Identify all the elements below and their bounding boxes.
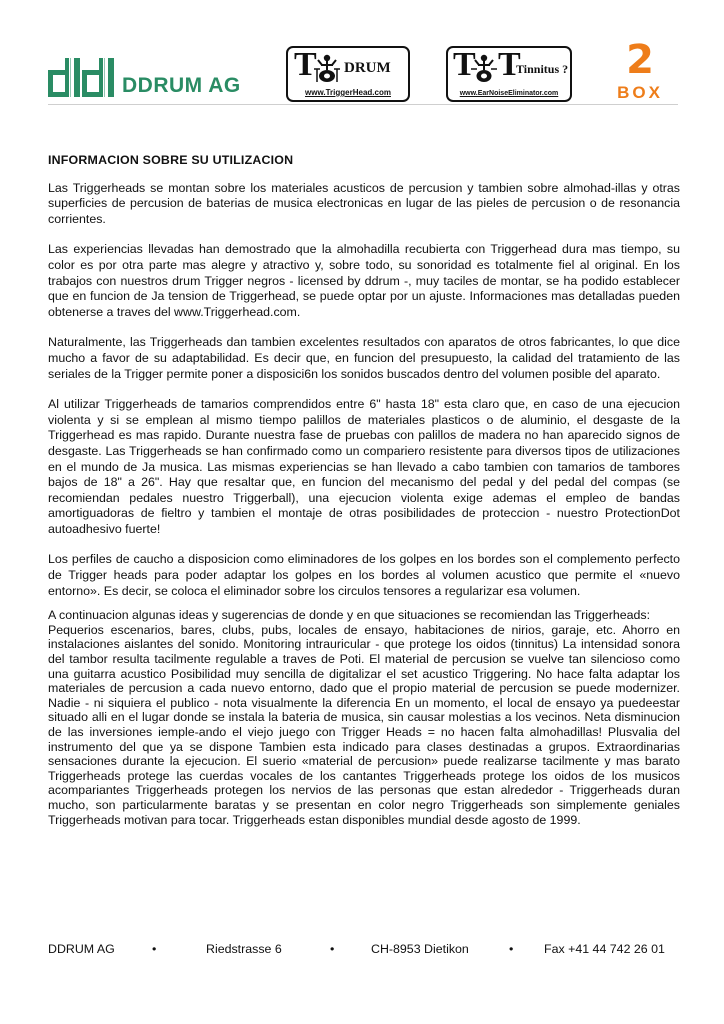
tinnitus-logo: [446, 46, 572, 102]
footer-city: CH-8953 Dietikon: [371, 942, 469, 956]
paragraph-ideas-list: Pequerios escenarios, bares, clubs, pubs, locales de ensayo, habitaciones de nirios, garaje, etc. Ahorro en instalaciones aislantes del sonido. Monitoring intrauricular - que protege los oidos (tinnitus) La intensidad sonora del tambor resulta tacilmente regulable a traves de Poti. El material de percusion se vuelve tan silencioso como una guitarra acustico Posibilidad muy sencilla de digitalizar el set acustico Triggering. No hace falta adaptar los materiales de percusion a cada nuevo entorno, dado que el propio material de percusion se puede modernizer. Nadie - ni siquiera el publico - nota visualmente la diferencia En un momento, el local de ensayo ya puedeestar situado alli en el lugar donde se instala la bateria de musica, sin causar molestias a los vecinos. Neta disminucion de las inversiones iemple-ando el viejo juego con Trigger Heads = no hacen falta almohadillas! Plusvalia del instrumento del que ya se dispone Tambien esta indicado para clases destinadas a grupos. Extraordinarias sensaciones durante la ejecucion. El suerio «material de percusion» puede realizarse tacilmente y mas barato Triggerheads protege las cuerdas vocales de los cantantes Triggerheads protege los oidos de los musicos acompariantes Triggerheads protegen los nervios de las personas que estan alrededor - Triggerheads duran mucho, son particularmente baratas y se presentan en color negro Triggerheads son simplemente geniales Triggerheads motivan para tocar. Triggerheads estan disponibles mundial desde agosto de 1999.: [48, 622, 680, 827]
footer-company: DDRUM AG: [48, 942, 115, 956]
drummer-icon: [470, 53, 498, 83]
triggerhead-logo-url: www.TriggerHead.com: [305, 88, 391, 97]
paragraph-sizes-wear: Al utilizar Triggerheads de tamarios comprendidos entre 6" hasta 18" esta claro que, en caso de una ejecucion violenta y si se emplean al mismo tiempo palillos de materiales plasticos o de aluminio, el desgaste de la Triggerhead es mas rapido. Durante nuestra fase de pruebas con palillos de madera no han aparecido signos de desgaste. Las Triggerheads se han confirmado como un compariero resistente para diversos tipos de utilizaciones en el mundo de Ja musica. Las mismas experiencias se han llevado a cabo tambien con tamarios de tambores bajos de 18" a 26". Hay que resaltar que, en funcion del mecanismo del pedal y del pedal del compas (se recomiendan pedales nuestro Triggerball), una ejecucion violenta exige ademas el empleo de bandas amortiguadoras de fieltro y tambien el montaje de otras posibilidades de proteccion - nuestro ProtectionDot autoadhesivo fuerte!: [48, 397, 680, 536]
tinnitus-logo-word: Tinnitus ?: [516, 62, 569, 76]
2box-logo-word: BOX: [617, 83, 663, 102]
triggerhead-logo-letter: T: [294, 46, 317, 83]
2box-logo: [610, 37, 670, 104]
tinnitus-logo-letter-2: T: [498, 46, 521, 83]
paragraph-rim-profiles: Los perfiles de caucho a disposicion como eliminadores de los golpes en los bordes son el complemento perfecto de Trigger heads para poder adaptar los golpes en los bordes al volumen acustico que permite el «nuevo entorno». Es decir, se coloca el eliminador sobre los circulos tensores a regularizar esa volumen.: [48, 552, 680, 598]
tinnitus-logo-url: www.EarNoiseEliminator.com: [459, 90, 559, 97]
tinnitus-logo-letter-1: T: [453, 46, 476, 83]
2box-logo-number: 2: [626, 37, 654, 83]
paragraph-ideas-intro: A continuacion algunas ideas y sugerencias de donde y en que situaciones se recomiendan las Triggerheads:: [48, 608, 651, 623]
paragraph-compatibility: Naturalmente, las Triggerheads dan tambien excelentes resultados con aparatos de otros fabricantes, lo que dice mucho a favor de su adaptabilidad. Es decir que, en funcion del presupuesto, la calidad del tratamiento de las seriales de la Trigger permite poner a disposici6n los sonidos buscados dentro del volumen posible del aparato.: [48, 335, 680, 381]
header-divider: [48, 104, 678, 105]
footer-street: Riedstrasse 6: [206, 942, 282, 956]
page-header: [0, 0, 724, 112]
footer-separator-2: •: [330, 942, 335, 956]
paragraph-intro: Las Triggerheads se montan sobre los materiales acusticos de percusion y tambien sobre almohad-illas y otras superficies de percusion de baterias de musica electronicas en lugar de las pieles de percusion o de resonancia corrientes.: [48, 180, 680, 226]
triggerhead-drum-logo: [286, 46, 410, 102]
document-title: INFORMACION SOBRE SU UTILIZACION: [48, 153, 294, 167]
triggerhead-logo-word: DRUM: [344, 60, 391, 76]
drummer-icon: [312, 53, 342, 83]
ddrum-ag-logo-name: DDRUM AG: [122, 74, 241, 97]
ddrum-dd-mark-icon: [48, 56, 114, 98]
paragraph-experience: Las experiencias llevadas han demostrado que la almohadilla recubierta con Triggerhead dura mas tiempo, su color es por otra parte mas alegre y atractivo y, sobre todo, su sonoridad es totalmente fiel al original. En los trabajos con nuestros drum Trigger negros - licensed by ddrum -, muy taciles de montar, se ha podido establecer que en funcion de Ja tension de Triggerhead, se puede optar por un ajuste. Informaciones mas detalladas pueden obtenerse a traves del www.Triggerhead.com.: [48, 242, 680, 319]
footer-separator-1: •: [152, 942, 157, 956]
footer-fax: Fax +41 44 742 26 01: [544, 942, 665, 956]
page-footer: [48, 942, 680, 958]
document-body: [48, 153, 680, 827]
footer-separator-3: •: [509, 942, 514, 956]
